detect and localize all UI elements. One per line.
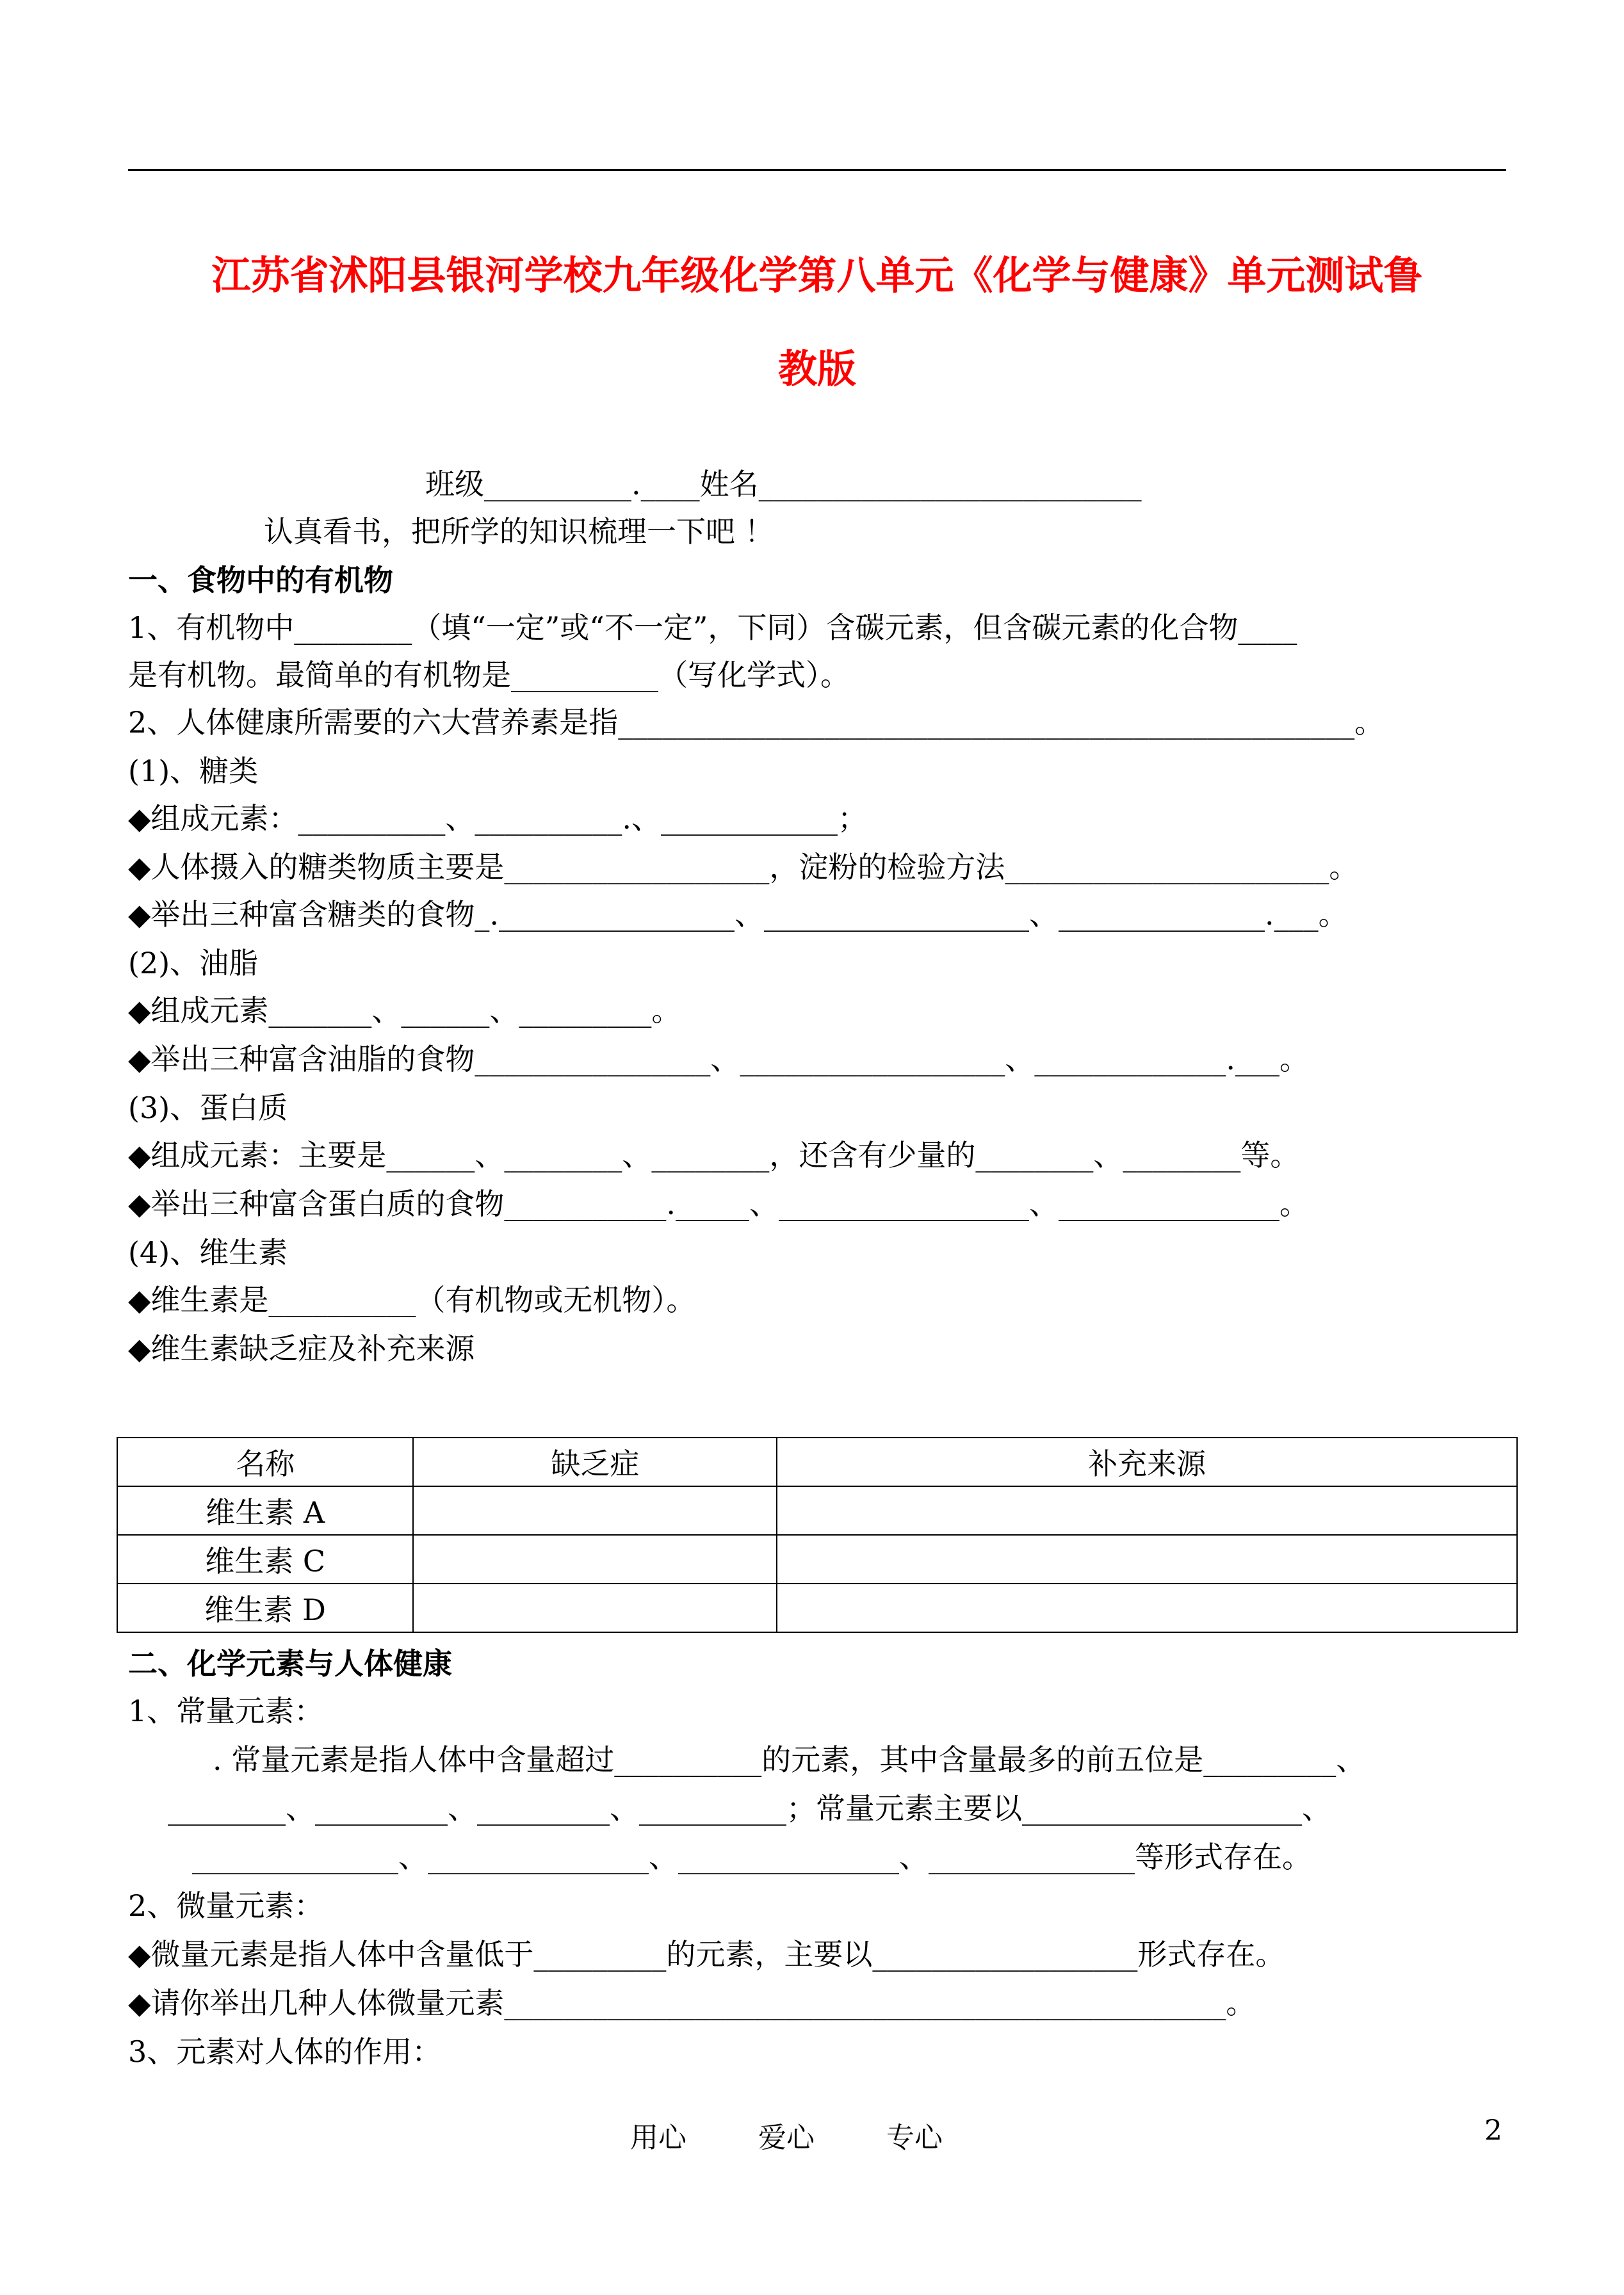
doc-title-line2: 教版: [777, 346, 856, 392]
footer-motto-2: 爱心: [758, 2121, 815, 2154]
footer-motto-1: 用心: [630, 2121, 686, 2154]
vitamin-deficiency: ◆维生素缺乏症及补充来源: [128, 1331, 475, 1366]
table-header-cell: 补充来源: [777, 1438, 1517, 1486]
protein-elements: ◆组成元素：主要是______、________、________，还含有少量的________、________等。: [128, 1138, 1300, 1172]
table-row: [117, 1584, 1517, 1632]
table-cell-blank: [413, 1584, 777, 1632]
section2-heading: 二、化学元素与人体健康: [128, 1646, 452, 1681]
micro-heading: 2、微量元素：: [128, 1888, 324, 1923]
fat-foods: ◆举出三种富含油脂的食物________________、__________________、_____________.___。: [128, 1042, 1309, 1076]
q1-line1: 1、有机物中________（填“一定”或“不一定”，下同）含碳元素，但含碳元素的化合物____: [128, 610, 1297, 645]
table-cell-blank: [413, 1486, 777, 1535]
table-cell-blank: [777, 1486, 1517, 1535]
macro-line1: . 常量元素是指人体中含量超过__________的元素，其中含量最多的前五位是_________、: [213, 1742, 1366, 1777]
micro-line1: ◆微量元素是指人体中含量低于_________的元素，主要以__________________形式存在。: [128, 1937, 1285, 1972]
doc-title-line1: 江苏省沭阳县银河学校九年级化学第八单元《化学与健康》单元测试鲁: [211, 253, 1423, 298]
header-rule: [128, 169, 1506, 171]
sugar-intake: ◆人体摄入的糖类物质主要是__________________，淀粉的检验方法______________________。: [128, 850, 1359, 884]
macro-line3: ______________、_______________、_______________、______________等形式存在。: [192, 1840, 1311, 1874]
footer-motto-3: 专心: [886, 2121, 943, 2154]
table-cell-name: 维生素 D: [117, 1584, 413, 1632]
vitamin-is: ◆维生素是__________（有机物或无机物）。: [128, 1283, 696, 1317]
vitamin-table: [117, 1437, 1518, 1633]
q1-line2: 是有机物。最简单的有机物是__________（写化学式）。: [128, 658, 850, 692]
protein-heading: (3)、蛋白质: [128, 1091, 288, 1125]
table-cell-name: 维生素 C: [117, 1535, 413, 1584]
section1-heading: 一、食物中的有机物: [128, 563, 393, 597]
fat-heading: (2)、油脂: [128, 946, 259, 980]
vitamin-heading: (4)、维生素: [128, 1235, 288, 1270]
q2-line: 2、人体健康所需要的六大营养素是指__________________________________________________。: [128, 705, 1384, 740]
class-name-fields: 班级__________.____姓名__________________________: [425, 467, 1142, 501]
table-cell-blank: [777, 1584, 1517, 1632]
sugar-elements: ◆组成元素：__________、__________.、____________；: [128, 801, 867, 836]
sugar-heading: (1)、糖类: [128, 754, 259, 788]
table-header-cell: 缺乏症: [413, 1438, 777, 1486]
page-number: 2: [1484, 2114, 1502, 2147]
table-cell-blank: [413, 1535, 777, 1584]
table-row: [117, 1535, 1517, 1584]
fat-elements: ◆组成元素_______、______、_________。: [128, 993, 681, 1028]
role-heading: 3、元素对人体的作用：: [128, 2034, 442, 2069]
table-row: [117, 1486, 1517, 1535]
table-header-row: [117, 1438, 1517, 1486]
table-cell-name: 维生素 A: [117, 1486, 413, 1535]
table-cell-blank: [777, 1535, 1517, 1584]
table-header-cell: 名称: [117, 1438, 413, 1486]
intro-text: 认真看书，把所学的知识梳理一下吧 ！: [264, 514, 774, 549]
macro-heading: 1、常量元素：: [128, 1694, 324, 1728]
macro-line2: ________、_________、_________、__________；常量元素主要以___________________、: [168, 1791, 1331, 1826]
micro-line2: ◆请你举出几种人体微量元素_________________________________________________。: [128, 1986, 1256, 2020]
protein-foods: ◆举出三种富含蛋白质的食物___________._____、_________________、_______________。: [128, 1187, 1309, 1221]
sugar-foods: ◆举出三种富含糖类的食物_.________________、__________________、______________.___。: [128, 897, 1348, 932]
